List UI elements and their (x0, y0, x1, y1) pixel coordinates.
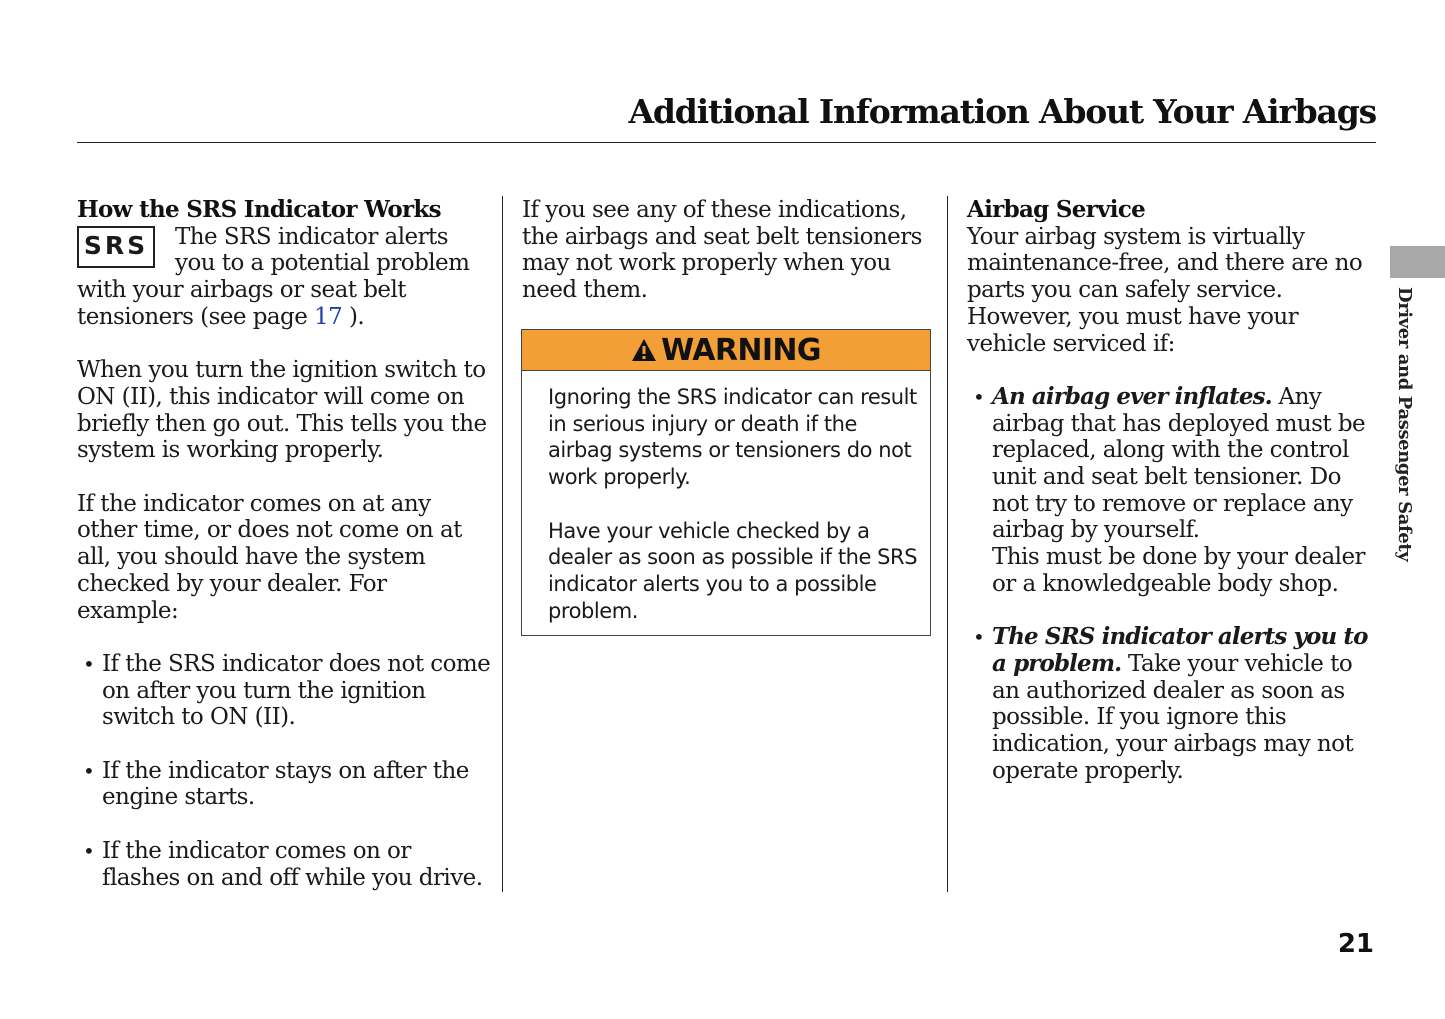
list-item-text: If the indicator stays on after the engine starts. (102, 757, 469, 811)
list-item (967, 384, 1379, 598)
list-item-text: This must be done by your dealer or a knowledgeable body shop. (992, 544, 1365, 597)
warning-header (522, 330, 930, 371)
section-heading-srs-indicator: How the SRS Indicator Works (77, 196, 441, 223)
list-item (967, 624, 1379, 784)
column-divider (947, 196, 948, 892)
list-item-text: If the indicator comes on or flashes on and off while you drive. (102, 837, 483, 891)
indicator-check-paragraph: If the indicator comes on at any other time, or does not come on at all, you should have the system checked by your dealer. For example: (77, 490, 462, 624)
bullet-icon: • (973, 384, 985, 409)
warning-text: Ignoring the SRS indicator can result in serious injury or death if the airbag systems or tensioners do not work properly. (548, 385, 917, 490)
warning-text: Have your vehicle checked by a dealer as soon as possible if the SRS indicator alerts you to a possible problem. (548, 518, 918, 623)
warning-triangle-icon (631, 338, 657, 362)
list-item (77, 651, 493, 731)
bullet-icon: • (83, 758, 95, 783)
bullet-icon: • (83, 651, 95, 676)
indications-paragraph: If you see any of these indications, the airbags and seat belt tensioners may not work properly when you need them. (522, 197, 922, 304)
list-item (77, 758, 493, 811)
srs-intro-text: The SRS indicator alerts you to a potential problem with your airbags or seat belt tensioners (see page (77, 223, 470, 330)
srs-indicator-icon: SRS (77, 226, 155, 268)
column-airbag-service (967, 197, 1379, 811)
column-divider (502, 196, 503, 892)
bullet-icon: • (83, 838, 95, 863)
warning-label: WARNING (661, 332, 821, 368)
column-srs-indicator (77, 197, 493, 918)
list-item (77, 838, 493, 891)
column-indications (522, 197, 932, 331)
page-title: Additional Information About Your Airbags (628, 92, 1376, 131)
service-paragraph: Your airbag system is virtually maintenance-free, and there are no parts you can safely service. However, you must have your vehicle serviced if: (967, 223, 1363, 357)
list-item-bold-lead: An airbag ever inflates. (992, 382, 1272, 410)
list-item-text: If the SRS indicator does not come on after you turn the ignition switch to ON (II). (102, 650, 491, 731)
section-heading-airbag-service: Airbag Service (967, 196, 1146, 223)
warning-box (521, 329, 931, 636)
header-rule (77, 142, 1376, 143)
srs-intro-end: ). (342, 303, 365, 330)
section-tab-marker (1390, 246, 1445, 278)
ignition-paragraph: When you turn the ignition switch to ON (II), this indicator will come on briefly then go out. This tells you the system is working properly. (77, 357, 487, 464)
section-tab-label: Driver and Passenger Safety (1394, 287, 1415, 562)
warning-body (522, 371, 930, 624)
bullet-icon: • (973, 625, 985, 650)
list-item-bold-lead: The SRS indicator alerts you to a problem. (992, 623, 1368, 677)
page-number: 21 (1337, 929, 1374, 959)
list-item-text: Any airbag that has deployed must be replaced, along with the control unit and seat belt tensioner. Do not try to remove or replace any airbag by yourself. (992, 383, 1366, 544)
list-item-text: Take your vehicle to an authorized dealer as soon as possible. If you ignore this indication, your airbags may not operate properly. (992, 650, 1354, 784)
page-reference-link[interactable]: 17 (314, 303, 343, 330)
